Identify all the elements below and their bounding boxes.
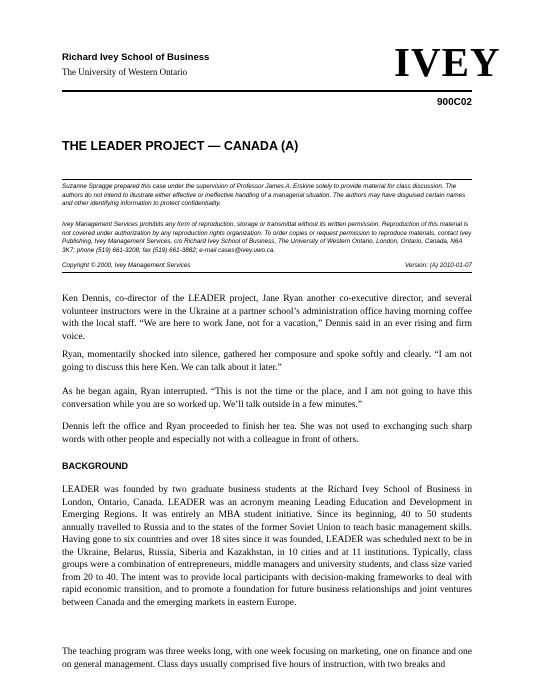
permissions-note: Ivey Management Services prohibits any form of reproduction, storage or transmittal without its written permission. Reproduction of this material is not covered under authorization by any reproduction rights organization. To order copies or request permission to reproduce materials, contact Ivey Publishing, Ivey Management Services, c/o Richard Ivey School of Business, The University of Western Ontario, London, Ontario, Canada, N6A 3K7; phone (519) 661-3208; fax (519) 661-3882; e-mail cases@ivey.uwo.ca. — [62, 221, 472, 255]
authorship-note: Suzanne Spragge prepared this case under the supervision of Professor James A. Erskine solely to provide material for class discussion. The authors do not intend to illustrate either effective or ineffective handling of a managerial situation. The authors may have disguised certain names and other identifying information to protect confidentiality. — [62, 183, 466, 208]
copyright-text: Copyright © 2000, Ivey Management Services — [62, 262, 191, 269]
paragraph: Dennis left the office and Ryan proceeded to finish her tea. She was not used to exchanging such sharp words with other people and especially not with a colleague in front of others. — [62, 422, 472, 445]
paragraph: The teaching program was three weeks long, with one week focusing on marketing, one on finance and one on general management. Class days usually comprised five hours of instruction, with two breaks and — [62, 647, 472, 670]
paragraph: Ken Dennis, co-director of the LEADER project, Jane Ryan another co-executive director, and several volunteer instructors were in the Ukraine at a partner school’s administration office having morning coffee with the local staff. “We are here to work Jane, not for a vacation,” Dennis said in an ever rising and firm voice. — [62, 294, 472, 342]
section-heading: BACKGROUND — [62, 461, 128, 471]
school-name: Richard Ivey School of Business — [62, 52, 210, 63]
paragraph: As he began again, Ryan interrupted. “This is not the time or the place, and I am not going to have this conversation while you are so worked up. We’ll talk outside in a few minutes.” — [62, 387, 472, 410]
paragraph: LEADER was founded by two graduate business students at the Richard Ivey School of Business in London, Ontario, Canada. LEADER was an acronym meaning Leading Education and Development in Emerging Regions. It was entirely an MBA student initiative. Since its beginning, 40 to 50 students annually travelled to Russia and to the states of the former Soviet Union to teach basic management skills. Having gone to six countries and over 18 sites since it was founded, LEADER was scheduled next to be in the Ukraine, Belarus, Russia, Siberia and Kazakhstan, in 10 cities and at 11 institutions. Typically, class groups were a combination of entrepreneurs, middle managers and university students, and class size varied from 20 to 40. The intent was to provide local participants with decision-making frameworks to deal with rapid economic transition, and to promote a foundation for future business relationships and joint ventures between Canada and the emerging markets in eastern Europe. — [62, 485, 472, 608]
version-text: Version: (A) 2010-01-07 — [405, 262, 472, 269]
school-letterhead — [62, 52, 209, 78]
paragraph: Ryan, momentarily shocked into silence, gathered her composure and spoke softly and clearly. “I am not going to discuss this here Ken. We can talk about it later.” — [62, 350, 472, 373]
university-name: The University of Western Ontario — [62, 67, 188, 77]
header-rule — [62, 90, 472, 92]
credits-top-rule — [62, 179, 472, 180]
credits-bottom-rule — [62, 272, 472, 273]
copyright-line — [62, 262, 472, 270]
document-title: THE LEADER PROJECT — CANADA (A) — [62, 139, 299, 153]
ivey-logo: IVEY — [394, 39, 501, 85]
case-number: 900C02 — [436, 97, 472, 108]
